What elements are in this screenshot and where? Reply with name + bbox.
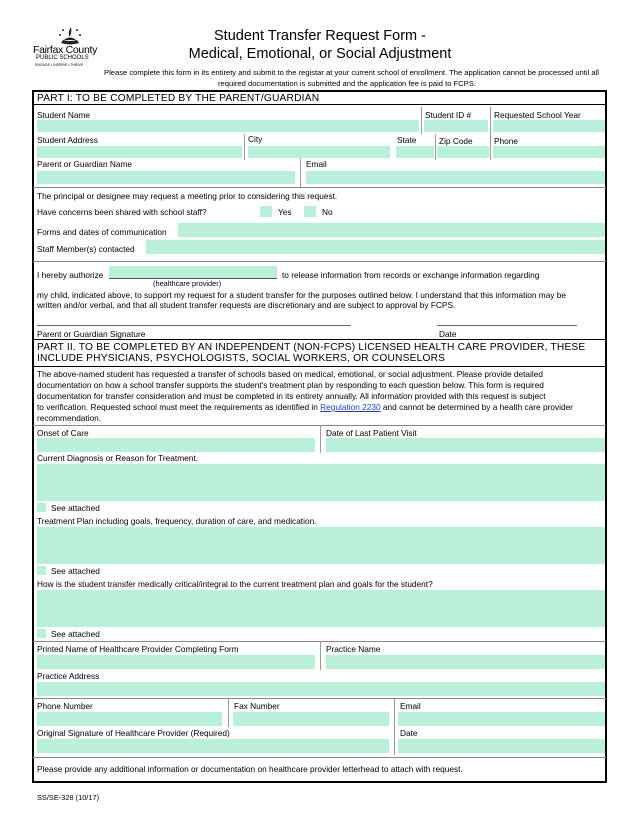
practice-name-label: Practice Name <box>326 644 381 654</box>
concerns-no-checkbox[interactable] <box>304 206 316 217</box>
diagnosis-label: Current Diagnosis or Reason for Treatment. <box>37 453 198 463</box>
forms-dates-label: Forms and dates of communication <box>37 227 167 237</box>
student-name-field[interactable] <box>37 120 419 132</box>
treatment-attached-checkbox[interactable] <box>37 566 46 575</box>
form-code: SS/SE-328 (10/17) <box>37 793 100 802</box>
staff-contacted-field[interactable] <box>146 240 605 254</box>
provider-phone-label: Phone Number <box>37 701 93 711</box>
parent-name-field[interactable] <box>37 171 295 184</box>
critical-question-field[interactable] <box>37 590 605 627</box>
logo-name: Fairfax County <box>33 44 98 56</box>
onset-field[interactable] <box>37 438 315 452</box>
student-address-field[interactable] <box>37 146 242 158</box>
provider-fax-label: Fax Number <box>234 701 280 711</box>
provider-signature-field[interactable] <box>37 739 389 753</box>
part2-para-line1: The above-named student has requested a transfer of schools based on medical, emotional, or social adjustment. Please provide detailed <box>37 369 543 379</box>
part2-para-line4 <box>37 402 573 412</box>
concerns-no-label: No <box>322 207 333 217</box>
diagnosis-attached-label: See attached <box>51 503 100 513</box>
parent-signature-label: Parent or Guardian Signature <box>37 329 146 339</box>
provider-email-field[interactable] <box>398 712 605 726</box>
provider-email-label: Email <box>400 701 421 711</box>
student-id-field[interactable] <box>424 120 488 132</box>
parent-name-label: Parent or Guardian Name <box>37 159 133 169</box>
regulation-link[interactable]: Regulation 2230 <box>320 402 381 412</box>
intro-line2: required documentation is submitted and the application fee is paid to FCPS. <box>218 79 476 88</box>
parent-email-field[interactable] <box>306 171 605 184</box>
state-field[interactable] <box>396 146 434 158</box>
student-address-label: Student Address <box>37 135 98 145</box>
requested-year-field[interactable] <box>493 120 605 132</box>
provider-phone-field[interactable] <box>37 712 222 726</box>
last-visit-label: Date of Last Patient Visit <box>326 428 417 438</box>
zip-field[interactable] <box>437 146 489 158</box>
treatment-plan-field[interactable] <box>37 527 605 564</box>
provider-fax-field[interactable] <box>233 712 389 726</box>
parent-date-label: Date <box>439 329 457 339</box>
onset-label: Onset of Care <box>37 428 89 438</box>
practice-address-field[interactable] <box>37 682 605 696</box>
consent-line2: written and/or verbal, and that all student transfer requests are discretionary and are subject to approval by FCPS. <box>37 300 456 310</box>
concerns-yes-label: Yes <box>278 207 292 217</box>
intro-line1: Please complete this form in its entirety and submit to the registar at your current school of enrollment. The application cannot be processed until all <box>104 68 599 77</box>
part2-para-line2: documentation on how a school transfer supports the student's treatment plan by responding to each question below. This form is required <box>37 380 544 390</box>
concerns-question: Have concerns been shared with school staff? <box>37 207 207 217</box>
phone-label: Phone <box>494 136 518 146</box>
release-text: to release information from records or exchange information regarding <box>282 270 540 280</box>
diagnosis-attached-checkbox[interactable] <box>37 503 46 512</box>
critical-attached-checkbox[interactable] <box>37 629 46 638</box>
provider-signature-label: Original Signature of Healthcare Provider (Required) <box>37 728 230 738</box>
city-label: City <box>248 134 263 144</box>
provider-date-label: Date <box>400 728 418 738</box>
part2-heading-line2: INCLUDE PHYSICIANS, PSYCHOLOGISTS, SOCIAL WORKERS, OR COUNSELORS <box>37 353 446 364</box>
practice-address-label: Practice Address <box>37 671 100 681</box>
part1-heading: PART I: TO BE COMPLETED BY THE PARENT/GUARDIAN <box>37 93 320 104</box>
student-id-label: Student ID # <box>425 110 472 120</box>
state-label: State <box>397 135 417 145</box>
form-title-line2: Medical, Emotional, or Social Adjustment <box>188 46 452 62</box>
part2-para-line5: recommendation. <box>37 413 102 423</box>
parent-email-label: Email <box>306 159 327 169</box>
part2-para-line3: documentation for transfer consideration and must be completed in its entirety annually. All information provided with this request is subject <box>37 391 546 401</box>
zip-label: Zip Code <box>439 136 473 146</box>
form-title-line1: Student Transfer Request Form - <box>214 28 426 44</box>
last-visit-field[interactable] <box>326 438 605 452</box>
practice-name-field[interactable] <box>326 655 605 669</box>
staff-contacted-label: Staff Member(s) contacted <box>37 244 135 254</box>
diagnosis-field[interactable] <box>37 464 605 501</box>
concerns-yes-checkbox[interactable] <box>260 206 272 217</box>
part2-para-line4a: to verification. Requested school must meet the requirements as identified in <box>37 402 321 412</box>
logo-tagline: ENGAGE • INSPIRE • THRIVE <box>35 63 84 67</box>
consent-line1: my child, indicated above, to support my request for a student transfer for the purposes outlined below. I understand that this information may be <box>37 290 566 300</box>
requested-year-label: Requested School Year <box>494 110 581 120</box>
additional-info-note: Please provide any additional information or documentation on healthcare provider letterhead to attach with request. <box>37 764 463 774</box>
critical-question-label: How is the student transfer medically critical/integral to the current treatment plan and goals for the student? <box>37 579 433 589</box>
part2-heading-line1: PART II. TO BE COMPLETED BY AN INDEPENDENT (NON-FCPS) LICENSED HEALTH CARE PROVIDER, THESE <box>37 342 586 353</box>
phone-field[interactable] <box>493 146 605 158</box>
printed-name-field[interactable] <box>37 655 315 669</box>
treatment-attached-label: See attached <box>51 566 100 576</box>
meeting-note: The principal or designee may request a meeting prior to considering this request. <box>37 191 338 201</box>
authorize-label: I hereby authorize <box>37 270 104 280</box>
printed-name-label: Printed Name of Healthcare Provider Completing Form <box>37 644 239 654</box>
student-name-label: Student Name <box>37 110 91 120</box>
critical-attached-label: See attached <box>51 629 100 639</box>
provider-date-field[interactable] <box>398 739 605 753</box>
forms-dates-field[interactable] <box>178 223 605 237</box>
city-field[interactable] <box>248 146 390 158</box>
logo-subname: PUBLIC SCHOOLS <box>36 55 89 61</box>
part2-para-line4b: and cannot be determined by a health care provider <box>380 402 573 412</box>
healthcare-provider-field[interactable] <box>109 266 277 278</box>
healthcare-provider-caption: (healthcare provider) <box>153 279 222 288</box>
treatment-plan-label: Treatment Plan including goals, frequency, duration of care, and medication. <box>37 516 317 526</box>
